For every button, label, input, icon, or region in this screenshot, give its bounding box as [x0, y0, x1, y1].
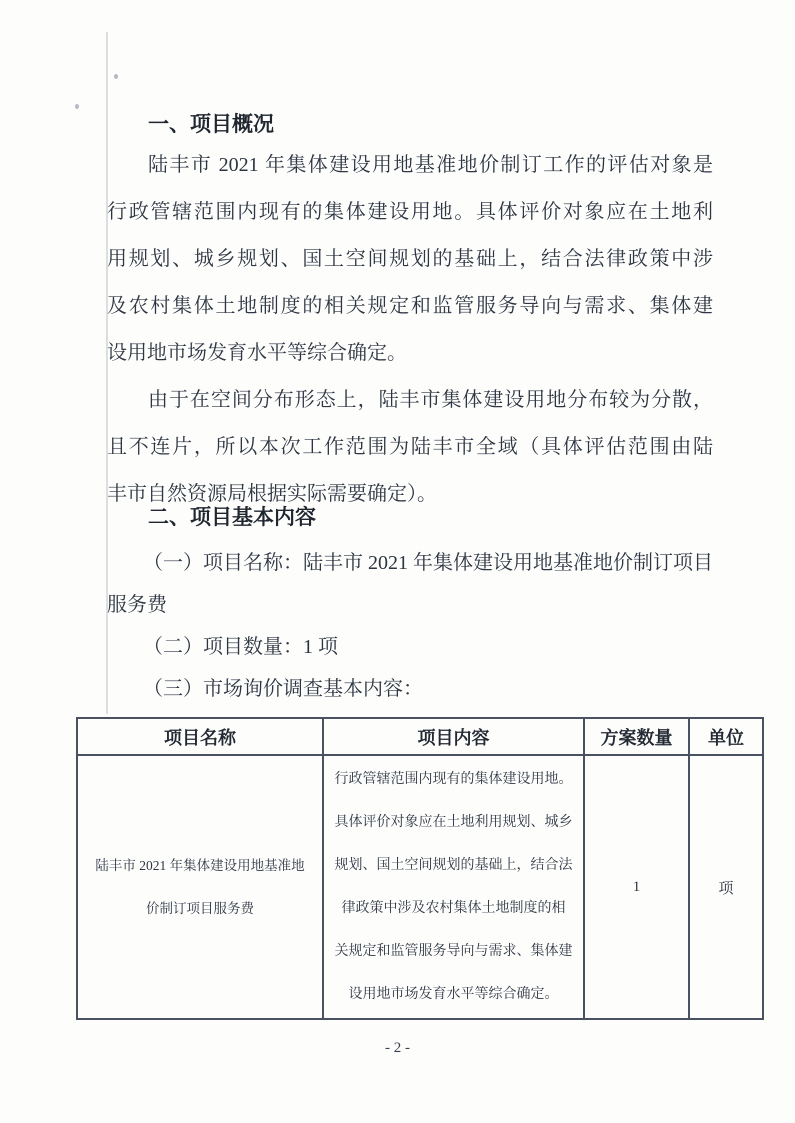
item-project-quantity — [107, 626, 713, 668]
section-two-items — [107, 542, 713, 710]
header-cell-plan-quantity: 方案数量 — [584, 718, 689, 755]
text-line: 丰市自然资源局根据实际需要确定）。 — [107, 483, 437, 505]
paragraph-project-overview-2 — [107, 377, 713, 518]
text-line: 设用地市场发育水平等综合确定。 — [348, 987, 559, 1002]
text-line: 且不连片，所以本次工作范围为陆丰市全域（具体评估范围由陆 — [107, 436, 713, 458]
inquiry-table — [76, 717, 764, 1020]
text-line: （二）项目数量：1 项 — [143, 636, 338, 658]
table-row — [77, 755, 763, 1019]
text-line: 设用地市场发育水平等综合确定。 — [107, 342, 407, 364]
cell-project-content — [323, 755, 584, 1019]
section-one-heading: 一、项目概况 — [148, 113, 274, 136]
text-line: （一）项目名称：陆丰市 2021 年集体建设用地基准地价制订项目 — [143, 552, 713, 574]
page-number: - 2 - — [385, 1040, 410, 1056]
text-line: 行政管辖范围内现有的集体建设用地。 — [334, 772, 573, 787]
text-line: 陆丰市 2021 年集体建设用地基准地价制订工作的评估对象是 — [148, 154, 713, 176]
text-line: 规划、国土空间规划的基础上，结合法 — [334, 858, 573, 873]
section-two-heading: 二、项目基本内容 — [148, 506, 316, 529]
text-line: 服务费 — [107, 594, 167, 616]
paragraph-project-overview-1 — [107, 142, 713, 377]
text-line: 由于在空间分布形态上，陆丰市集体建设用地分布较为分散， — [148, 389, 713, 411]
header-cell-project-name: 项目名称 — [77, 718, 323, 755]
text-line: 律政策中涉及农村集体土地制度的相 — [341, 901, 566, 916]
text-line: 关规定和监管服务导向与需求、集体建 — [334, 944, 573, 959]
text-line: 陆丰市 2021 年集体建设用地基准地 — [95, 858, 305, 873]
scan-speck — [114, 74, 118, 79]
text-line: 及农村集体土地制度的相关规定和监管服务导向与需求、集体建 — [107, 295, 713, 317]
header-cell-unit: 单位 — [689, 718, 763, 755]
text-line: 价制订项目服务费 — [146, 901, 254, 916]
cell-project-name — [77, 755, 323, 1019]
header-cell-project-content: 项目内容 — [323, 718, 584, 755]
text-line: （三）市场询价调查基本内容： — [143, 678, 423, 700]
text-line: 用规划、城乡规划、国土空间规划的基础上，结合法律政策中涉 — [107, 248, 713, 270]
cell-unit: 项 — [689, 755, 763, 1019]
text-line: 具体评价对象应在土地利用规划、城乡 — [334, 815, 573, 830]
scan-speck — [75, 104, 79, 109]
item-survey-content — [107, 668, 713, 710]
table-header-row — [77, 718, 763, 755]
cell-plan-quantity: 1 — [584, 755, 689, 1019]
text-line: 行政管辖范围内现有的集体建设用地。具体评价对象应在土地利 — [107, 201, 713, 223]
item-project-name — [107, 542, 713, 626]
